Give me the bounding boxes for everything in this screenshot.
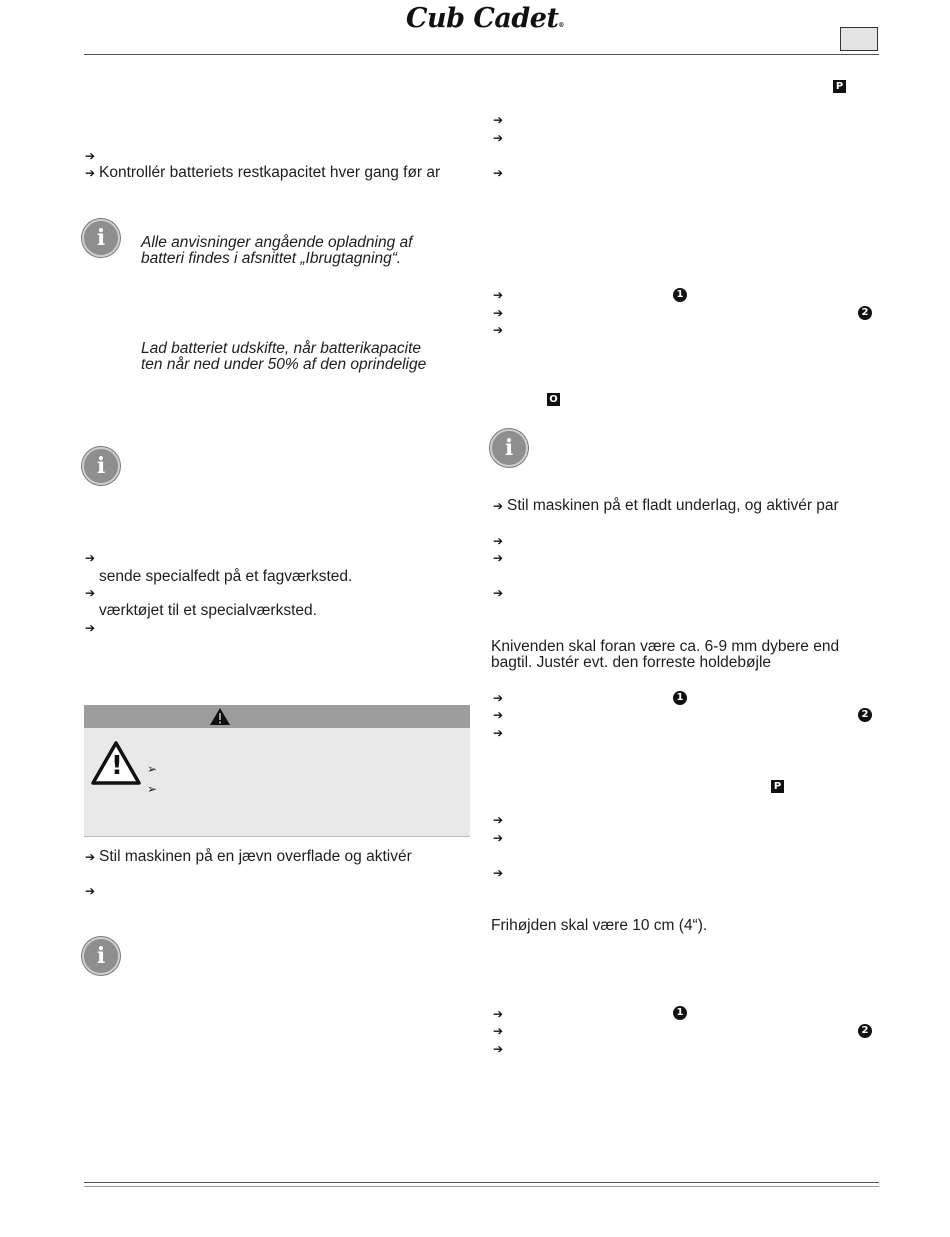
list-arrow-icon: ➔ bbox=[85, 884, 96, 898]
note-charging-line1: Alle anvisninger angående opladning af bbox=[141, 234, 413, 251]
list-arrow-icon: ➔ bbox=[493, 708, 504, 722]
list-arrow-icon: ➔ bbox=[493, 1024, 504, 1038]
list-arrow-icon: ➔ bbox=[493, 534, 504, 548]
warning-sign-mark: ! bbox=[111, 751, 123, 781]
tool-text: værktøjet til et specialværksted. bbox=[99, 602, 317, 619]
list-arrow-icon: ➔ bbox=[493, 113, 504, 127]
parking-badge: P bbox=[771, 780, 784, 793]
flat-surface-text: Stil maskinen på en jævn overflade og aktivér bbox=[99, 848, 412, 865]
brand-logo bbox=[406, 4, 564, 41]
step-1-badge: 1 bbox=[673, 691, 687, 705]
language-tab bbox=[840, 27, 878, 51]
list-arrow-icon: ➔ bbox=[493, 499, 504, 513]
list-arrow-icon: ➔ bbox=[85, 621, 96, 635]
list-arrow-icon: ➔ bbox=[493, 586, 504, 600]
footer-rule-top bbox=[84, 1182, 879, 1183]
warning-body bbox=[84, 728, 470, 837]
note-charging-line2: batteri findes i afsnittet „Ibrugtagning“. bbox=[141, 250, 402, 267]
list-arrow-icon: ➔ bbox=[85, 551, 96, 565]
o-badge: O bbox=[547, 393, 560, 406]
list-arrow-icon: ➔ bbox=[85, 149, 96, 163]
grease-text: sende specialfedt på et fagværksted. bbox=[99, 568, 353, 585]
list-arrow-icon: ➔ bbox=[493, 691, 504, 705]
list-arrow-icon: ➔ bbox=[493, 1007, 504, 1021]
list-arrow-icon: ➔ bbox=[493, 131, 504, 145]
list-arrow-icon: ➔ bbox=[493, 813, 504, 827]
info-icon: i bbox=[82, 937, 120, 975]
parking-badge: P bbox=[833, 80, 846, 93]
battery-check-text: Kontrollér batteriets restkapacitet hver gang før ar bbox=[99, 164, 441, 181]
blade-text-line2: bagtil. Justér evt. den forreste holdebøjle bbox=[491, 654, 772, 671]
step-1-badge: 1 bbox=[673, 288, 687, 302]
list-arrow-icon: ➔ bbox=[85, 586, 96, 600]
step-2-badge: 2 bbox=[858, 1024, 872, 1038]
list-arrow-icon: ➔ bbox=[493, 831, 504, 845]
registered-mark: ® bbox=[558, 22, 564, 29]
list-arrow-icon: ➔ bbox=[85, 850, 96, 864]
note-replace-line1: Lad batteriet udskifte, når batterikapacite bbox=[141, 340, 422, 357]
blade-text-line1: Knivenden skal foran være ca. 6-9 mm dybere end bbox=[491, 638, 840, 655]
flat-ground-text: Stil maskinen på et fladt underlag, og aktivér par bbox=[507, 497, 839, 514]
header-rule bbox=[84, 54, 879, 55]
warning-bullet-icon: ➢ bbox=[147, 782, 158, 796]
list-arrow-icon: ➔ bbox=[493, 323, 504, 337]
clearance-text: Frihøjden skal være 10 cm (4“). bbox=[491, 917, 708, 934]
warning-triangle-icon bbox=[209, 707, 231, 726]
step-1-badge: 1 bbox=[673, 1006, 687, 1020]
note-replace-line2: ten når ned under 50% af den oprindelige bbox=[141, 356, 427, 373]
info-icon: i bbox=[82, 447, 120, 485]
list-arrow-icon: ➔ bbox=[493, 866, 504, 880]
warning-header bbox=[84, 705, 470, 728]
list-arrow-icon: ➔ bbox=[85, 166, 96, 180]
list-arrow-icon: ➔ bbox=[493, 551, 504, 565]
brand-logo-text: Cub Cadet bbox=[406, 3, 559, 34]
info-icon: i bbox=[490, 429, 528, 467]
step-2-badge: 2 bbox=[858, 708, 872, 722]
list-arrow-icon: ➔ bbox=[493, 288, 504, 302]
list-arrow-icon: ➔ bbox=[493, 306, 504, 320]
list-arrow-icon: ➔ bbox=[493, 1042, 504, 1056]
footer-rule-bottom bbox=[84, 1186, 879, 1187]
list-arrow-icon: ➔ bbox=[493, 166, 504, 180]
step-2-badge: 2 bbox=[858, 306, 872, 320]
warning-bullet-icon: ➢ bbox=[147, 762, 158, 776]
list-arrow-icon: ➔ bbox=[493, 726, 504, 740]
info-icon: i bbox=[82, 219, 120, 257]
